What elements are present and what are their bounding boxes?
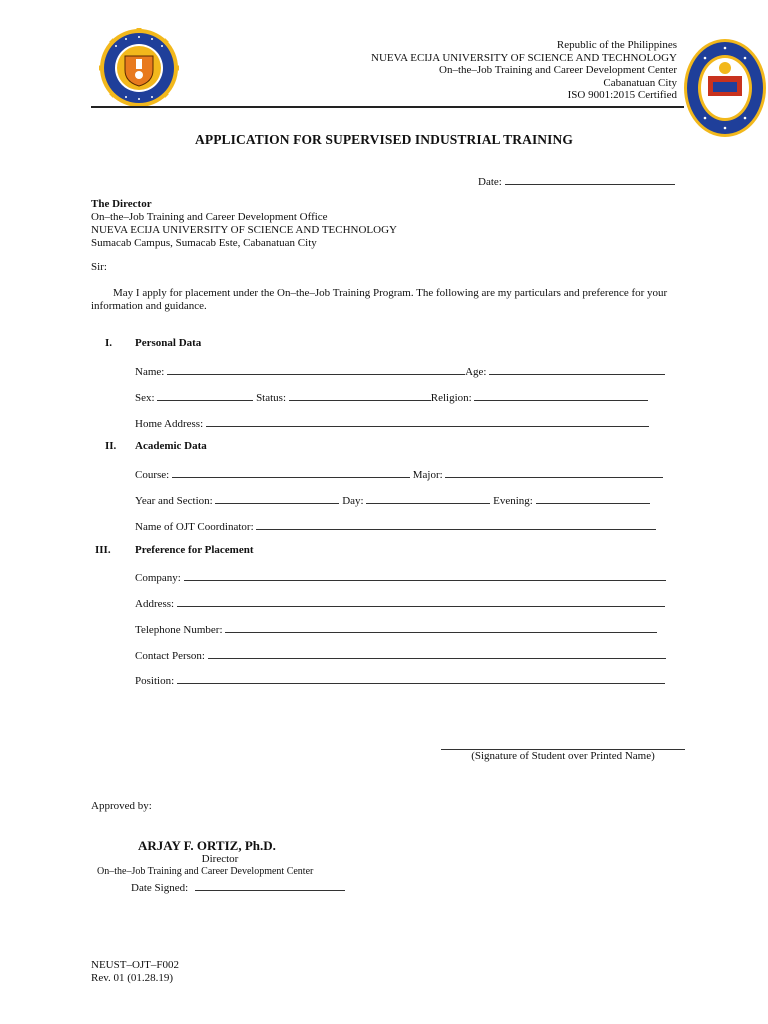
course-label: Course: [135,469,170,481]
name-label: Name: [135,366,165,378]
sex-field[interactable] [157,389,253,401]
year-section-label: Year and Section: [135,495,213,507]
religion-label: Religion: [430,392,472,404]
addressee-campus: Sumacab Campus, Sumacab Este, Cabanatuan City [91,237,317,249]
header-university: NUEVA ECIJA UNIVERSITY OF SCIENCE AND TECHNOLOGY [371,51,677,64]
university-logo [92,28,186,108]
company-field[interactable] [184,569,666,581]
intro-paragraph: May I apply for placement under the On–the–Job Training Program. The following are my particulars and preference for your information and guidance. [91,287,668,312]
status-label: Status: [256,392,287,404]
section-personal-heading [105,337,201,350]
name-field[interactable] [167,363,465,375]
header-block [371,39,677,102]
header-city: Cabanatuan City [603,76,677,89]
addressee-office: On–the–Job Training and Career Development Office [91,211,328,223]
form-revision: Rev. 01 (01.28.19) [91,972,174,984]
sex-status-religion-row [135,389,648,405]
major-field[interactable] [445,466,663,478]
date-signed-field[interactable] [195,879,345,891]
name-age-row [135,363,665,379]
date-signed-label: Date Signed: [131,882,189,894]
sex-label: Sex: [135,392,155,404]
date-row [478,173,675,189]
header-divider [91,106,684,108]
telephone-field[interactable] [225,621,657,633]
coordinator-field[interactable] [256,518,656,530]
addressee-university: NUEVA ECIJA UNIVERSITY OF SCIENCE AND TECHNOLOGY [91,224,397,236]
year-day-evening-row [135,492,650,508]
contact-person-row [135,647,666,663]
form-footer [91,959,179,985]
section-number: I. [105,337,113,349]
section-title: Personal Data [135,337,202,349]
coordinator-label: Name of OJT Coordinator: [135,521,254,533]
course-major-row [135,466,663,482]
status-field[interactable] [289,389,431,401]
approved-by-label: Approved by: [91,800,152,812]
course-field[interactable] [172,466,410,478]
home-address-field[interactable] [206,415,649,427]
religion-field[interactable] [474,389,648,401]
contact-person-label: Contact Person: [135,650,205,662]
form-title: APPLICATION FOR SUPERVISED INDUSTRIAL TRAINING [195,132,573,147]
major-label: Major: [412,469,443,481]
company-row [135,569,666,585]
header-center: On–the–Job Training and Career Development Center [439,64,677,77]
evening-field[interactable] [536,492,650,504]
position-field[interactable] [177,672,665,684]
section-title: Academic Data [135,440,207,452]
addressee-block [91,198,397,250]
director-title: Director [201,853,239,865]
day-label: Day: [342,495,364,507]
company-label: Company: [135,572,181,584]
address-field[interactable] [177,595,665,607]
home-address-row [135,415,649,431]
age-field[interactable] [489,363,665,375]
home-address-label: Home Address: [135,418,204,430]
salutation: Sir: [91,261,107,273]
seal-logo [683,38,767,138]
header-iso: ISO 9001:2015 Certified [567,89,677,102]
date-field[interactable] [505,173,675,185]
telephone-label: Telephone Number: [135,624,223,636]
director-name: ARJAY F. ORTIZ, Ph.D. [138,838,276,853]
signature-caption: (Signature of Student over Printed Name) [471,750,655,762]
director-office: On–the–Job Training and Career Development Center [97,866,314,877]
coordinator-row [135,518,656,534]
age-label: Age: [465,366,487,378]
section-number: III. [95,544,111,556]
date-label: Date: [478,176,502,188]
evening-label: Evening: [493,495,533,507]
address-row [135,595,665,611]
section-placement-heading [95,544,254,557]
telephone-row [135,621,657,637]
header-country: Republic of the Philippines [556,39,677,51]
section-title: Preference for Placement [135,544,254,556]
year-section-field[interactable] [215,492,339,504]
address-label: Address: [135,598,175,610]
position-row [135,672,665,688]
day-field[interactable] [366,492,490,504]
date-signed-row [131,879,345,894]
form-code: NEUST–OJT–F002 [91,959,180,971]
contact-person-field[interactable] [208,647,666,659]
section-number: II. [105,440,117,452]
position-label: Position: [135,675,175,687]
section-academic-heading [105,440,207,453]
addressee-name: The Director [91,198,152,210]
